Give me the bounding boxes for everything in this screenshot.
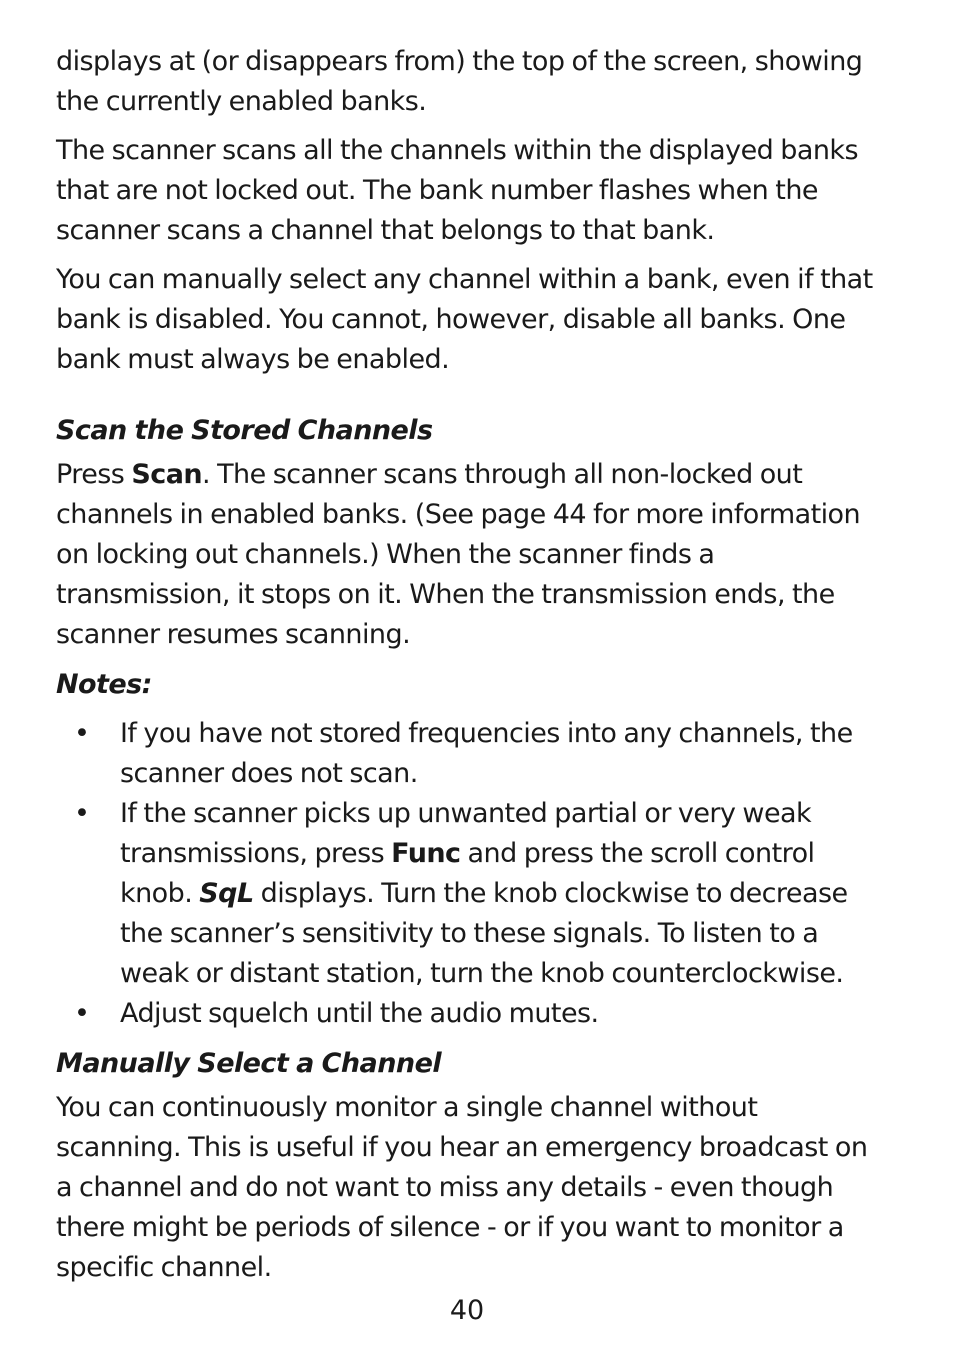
notes-list [56, 714, 886, 1034]
note-item-1 [56, 714, 886, 794]
note-item-3-text: Adjust squelch until the audio mutes. [120, 998, 599, 1029]
note-item-2 [56, 794, 886, 994]
note-item-2-text-b: and press the scroll control knob. [120, 838, 815, 909]
page-content [56, 42, 886, 1297]
notes-heading: Notes: [56, 669, 152, 700]
scan-section-heading: Scan the Stored Channels [56, 415, 433, 446]
sql-display-label: SqL [199, 878, 254, 909]
func-key-label: Func [391, 838, 461, 869]
scan-press-text: Press [56, 459, 132, 490]
note-item-2-text-a: If the scanner picks up unwanted partial or very weak transmissions, press [120, 798, 812, 869]
note-item-1-text: If you have not stored frequencies into any channels, the scanner does not scan. [120, 718, 853, 789]
intro-paragraph-3: You can manually select any channel within a bank, even if that bank is disabled. You cannot, however, disable all banks. One bank must always be enabled. [56, 264, 873, 375]
manual-section-heading: Manually Select a Channel [56, 1048, 442, 1079]
intro-paragraph-2: The scanner scans all the channels within the displayed banks that are not locked out. The bank number flashes when the scanner scans a channel that belongs to that bank. [56, 135, 859, 246]
note-item-3 [56, 994, 886, 1034]
bullet-icon: • [74, 798, 90, 829]
page-number: 40 [449, 1295, 485, 1326]
scan-body-text: . The scanner scans through all non-locked out channels in enabled banks. (See page 44 for more information on locking out channels.) When the scanner finds a transmission, it stops on it. When the transmission ends, the scanner resumes scanning. [56, 459, 861, 650]
scan-section-paragraph [56, 455, 886, 655]
scan-key-label: Scan [131, 459, 203, 490]
bullet-icon: • [74, 718, 90, 749]
note-item-2-text-c: displays. Turn the knob clockwise to decrease the scanner’s sensitivity to these signals. To listen to a weak or distant station, turn the knob counterclockwise. [120, 878, 848, 989]
intro-paragraph-1: displays at (or disappears from) the top of the screen, showing the currently enabled banks. [56, 46, 863, 117]
manual-section-paragraph: You can continuously monitor a single channel without scanning. This is useful if you hear an emergency broadcast on a channel and do not want to miss any details - even though there might be periods of silence - or if you want to monitor a specific channel. [56, 1092, 868, 1283]
bullet-icon: • [74, 998, 90, 1029]
